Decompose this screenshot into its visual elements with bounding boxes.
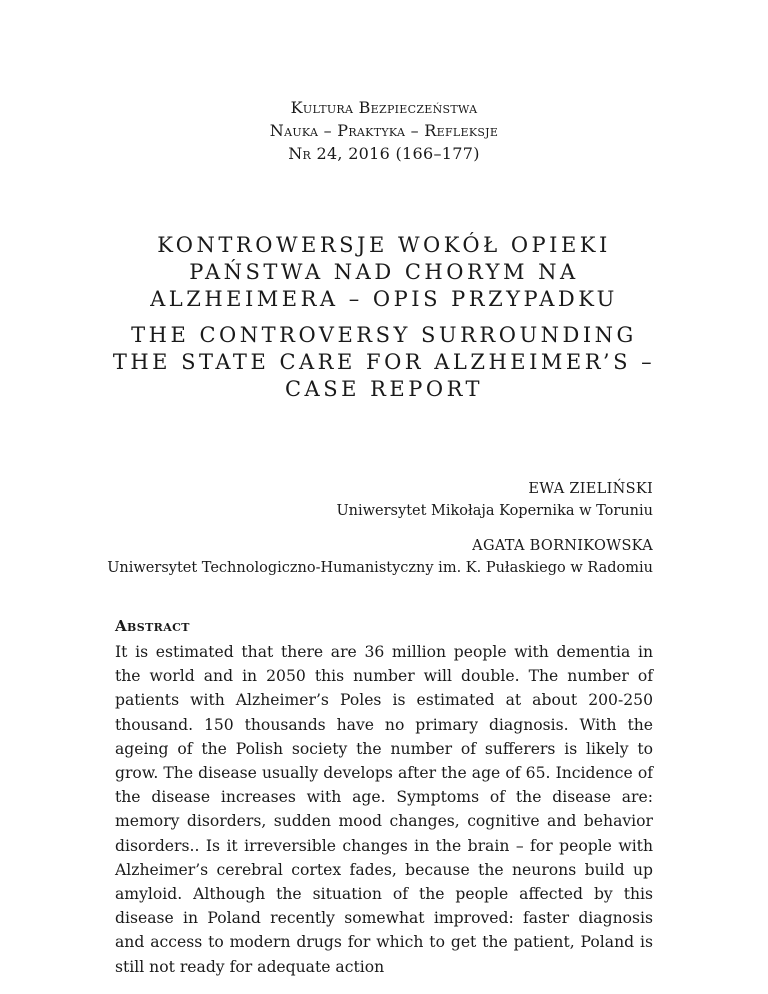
- author-2: [107, 535, 653, 579]
- title-pl-line: ALZHEIMERA – OPIS PRZYPADKU: [150, 287, 618, 311]
- title-pl-line: KONTROWERSJE WOKÓŁ OPIEKI: [157, 233, 611, 257]
- title-en-line: THE CONTROVERSY SURROUNDING: [131, 323, 637, 347]
- journal-header: [0, 96, 768, 165]
- author-name: AGATA BORNIKOWSKA: [472, 538, 653, 554]
- author-1: [336, 478, 653, 522]
- title-en-line: THE STATE CARE FOR ALZHEIMER’S –: [112, 350, 656, 374]
- article-title-english: [0, 322, 768, 403]
- journal-issue: Nr 24, 2016 (166–177): [288, 144, 480, 163]
- author-name: EWA ZIELIŃSKI: [528, 481, 653, 497]
- article-title-polish: [0, 232, 768, 313]
- abstract-text: It is estimated that there are 36 million people with dementia in the world and in 2050 this number will double. The number of patients with Alzheimer’s Poles is estimated at about 200-250 thousand. 150 thousands have no primary diagnosis. With the ageing of the Polish society the number of sufferers is likely to grow. The disease usually develops after the age of 65. Incidence of the disease increases with age. Symptoms of the disease are: memory disorders, sudden mood changes, cognitive and behavior disorders.. Is it irreversible changes in the brain – for people with Alzheimer’s cerebral cortex fades, because the neurons build up amyloid. Although the situation of the people affected by this disease in Poland recently somewhat improved: faster diagnosis and access to modern drugs for which to get the patient, Poland is still not ready for adequate action: [115, 643, 653, 976]
- journal-subtitle: Nauka – Praktyka – Refleksje: [269, 121, 499, 140]
- journal-name: Kultura Bezpieczeństwa: [290, 98, 478, 117]
- title-en-line: CASE REPORT: [284, 377, 484, 401]
- abstract-heading: Abstract: [115, 617, 190, 635]
- title-pl-line: PAŃSTWA NAD CHORYM NA: [189, 260, 579, 284]
- author-affiliation: Uniwersytet Technologiczno-Humanistyczny im. K. Pułaskiego w Radomiu: [107, 560, 653, 576]
- author-affiliation: Uniwersytet Mikołaja Kopernika w Toruniu: [336, 503, 653, 519]
